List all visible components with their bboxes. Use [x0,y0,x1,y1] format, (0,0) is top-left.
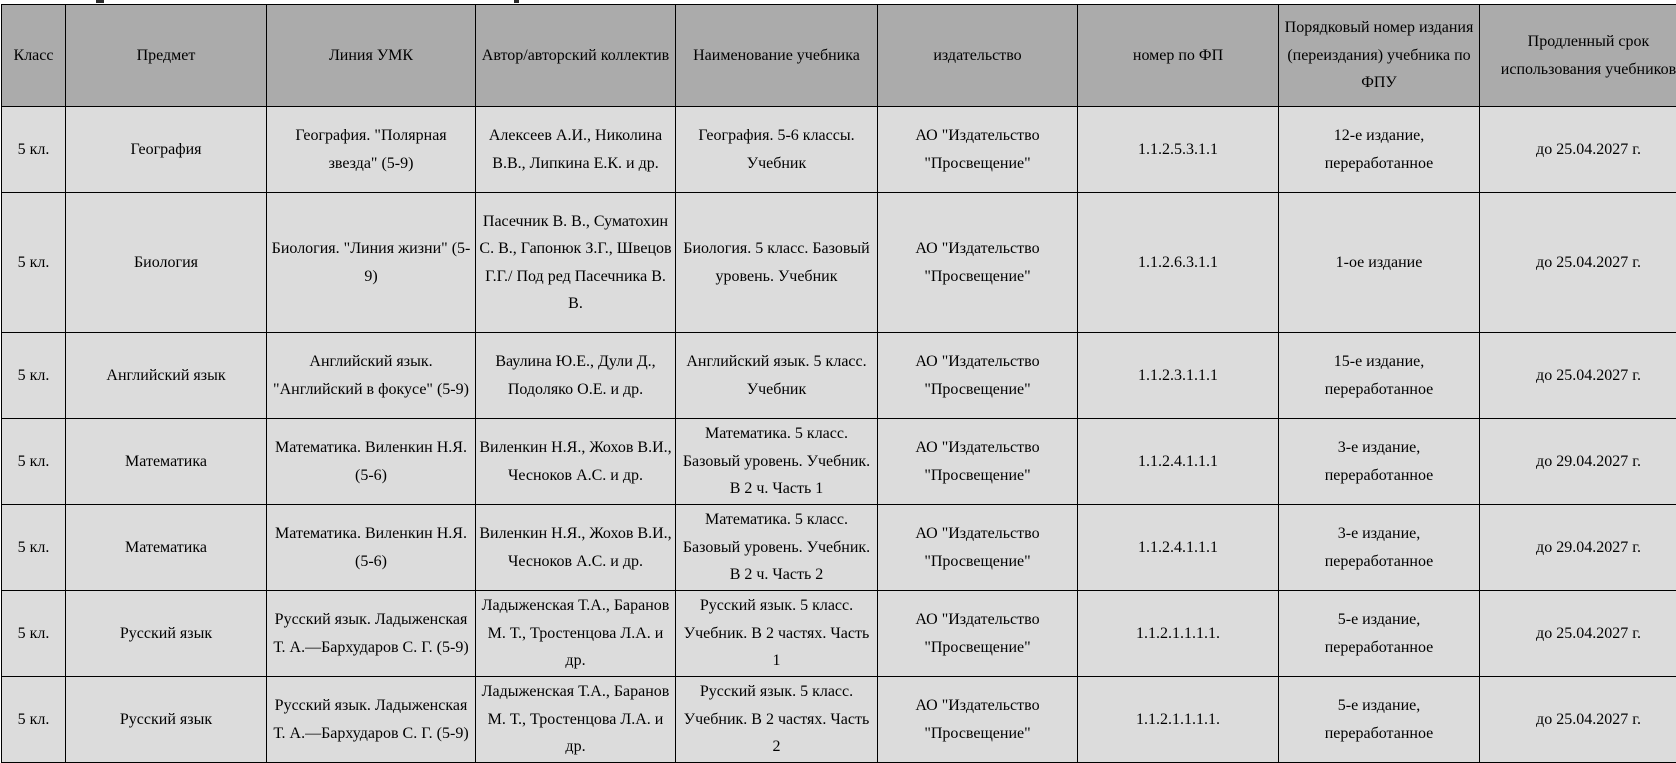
cell-fp-number: 1.1.2.1.1.1.1. [1078,677,1279,763]
cell-fp-number: 1.1.2.4.1.1.1 [1078,505,1279,591]
cell-class: 5 кл. [2,591,66,677]
cell-fp-number: 1.1.2.4.1.1.1 [1078,419,1279,505]
header-textbook-name: Наименование учебника [676,5,878,107]
table-header-row [2,5,1676,107]
cell-subject: Русский язык [66,591,267,677]
cell-subject: География [66,107,267,193]
cell-subject: Математика [66,419,267,505]
cell-extended-term: до 25.04.2027 г. [1480,677,1676,763]
text-fragment-mark [514,0,519,3]
table-row [2,419,1676,505]
cell-class: 5 кл. [2,107,66,193]
text-fragment-mark [96,0,104,3]
cell-textbook-name: Английский язык. 5 класс. Учебник [676,333,878,419]
cell-authors: Виленкин Н.Я., Жохов В.И., Чесноков А.С. и др. [476,419,676,505]
cell-fp-number: 1.1.2.6.3.1.1 [1078,193,1279,333]
cell-subject: Биология [66,193,267,333]
cell-subject: Математика [66,505,267,591]
cell-publisher: АО "Издательство "Просвещение" [878,591,1078,677]
table-row [2,677,1676,763]
header-fp-number: номер по ФП [1078,5,1279,107]
table-row [2,193,1676,333]
table-row [2,591,1676,677]
cell-textbook-name: Биология. 5 класс. Базовый уровень. Учебник [676,193,878,333]
cell-extended-term: до 25.04.2027 г. [1480,591,1676,677]
header-publisher: издательство [878,5,1078,107]
cell-edition: 5-е издание, переработанное [1279,591,1480,677]
cell-authors: Виленкин Н.Я., Жохов В.И., Чесноков А.С. и др. [476,505,676,591]
cell-textbook-name: Математика. 5 класс. Базовый уровень. Учебник. В 2 ч. Часть 2 [676,505,878,591]
cell-extended-term: до 25.04.2027 г. [1480,193,1676,333]
cell-authors: Ладыженская Т.А., Баранов М. Т., Тростенцова Л.А. и др. [476,591,676,677]
cell-publisher: АО "Издательство "Просвещение" [878,419,1078,505]
cell-edition: 3-е издание, переработанное [1279,505,1480,591]
cell-class: 5 кл. [2,193,66,333]
cell-textbook-name: Русский язык. 5 класс. Учебник. В 2 частях. Часть 1 [676,591,878,677]
cell-class: 5 кл. [2,419,66,505]
cell-class: 5 кл. [2,333,66,419]
header-umk-line: Линия УМК [267,5,476,107]
cell-fp-number: 1.1.2.3.1.1.1 [1078,333,1279,419]
cell-edition: 5-е издание, переработанное [1279,677,1480,763]
header-subject: Предмет [66,5,267,107]
cell-umk-line: Русский язык. Ладыженская Т. А.—Бархударов С. Г. (5-9) [267,591,476,677]
cell-authors: Алексеев А.И., Николина В.В., Липкина Е.К. и др. [476,107,676,193]
cell-umk-line: География. "Полярная звезда" (5-9) [267,107,476,193]
cell-extended-term: до 29.04.2027 г. [1480,419,1676,505]
cell-umk-line: Биология. "Линия жизни" (5-9) [267,193,476,333]
textbooks-table [1,4,1676,763]
header-edition-number: Порядковый номер издания (переиздания) учебника по ФПУ [1279,5,1480,107]
cell-umk-line: Русский язык. Ладыженская Т. А.—Бархударов С. Г. (5-9) [267,677,476,763]
cell-umk-line: Английский язык. "Английский в фокусе" (5-9) [267,333,476,419]
cell-umk-line: Математика. Виленкин Н.Я. (5-6) [267,505,476,591]
cell-textbook-name: Русский язык. 5 класс. Учебник. В 2 частях. Часть 2 [676,677,878,763]
cell-class: 5 кл. [2,505,66,591]
header-extended-term: Продленный срок использования учебников [1480,5,1676,107]
cell-extended-term: до 29.04.2027 г. [1480,505,1676,591]
header-authors: Автор/авторский коллектив [476,5,676,107]
table-row [2,107,1676,193]
cell-edition: 1-ое издание [1279,193,1480,333]
cell-subject: Английский язык [66,333,267,419]
cell-umk-line: Математика. Виленкин Н.Я. (5-6) [267,419,476,505]
cell-textbook-name: География. 5-6 классы. Учебник [676,107,878,193]
cell-edition: 3-е издание, переработанное [1279,419,1480,505]
table-row [2,505,1676,591]
cell-authors: Ваулина Ю.Е., Дули Д., Подоляко О.Е. и др. [476,333,676,419]
cell-publisher: АО "Издательство "Просвещение" [878,677,1078,763]
cell-authors: Ладыженская Т.А., Баранов М. Т., Тростенцова Л.А. и др. [476,677,676,763]
table-row [2,333,1676,419]
cell-subject: Русский язык [66,677,267,763]
cell-textbook-name: Математика. 5 класс. Базовый уровень. Учебник. В 2 ч. Часть 1 [676,419,878,505]
cell-publisher: АО "Издательство "Просвещение" [878,333,1078,419]
cell-authors: Пасечник В. В., Суматохин С. В., Гапонюк З.Г., Швецов Г.Г./ Под ред Пасечника В. В. [476,193,676,333]
cell-edition: 12-е издание, переработанное [1279,107,1480,193]
cell-publisher: АО "Издательство "Просвещение" [878,107,1078,193]
header-class: Класс [2,5,66,107]
cell-class: 5 кл. [2,677,66,763]
cell-extended-term: до 25.04.2027 г. [1480,107,1676,193]
cell-edition: 15-е издание, переработанное [1279,333,1480,419]
cell-fp-number: 1.1.2.5.3.1.1 [1078,107,1279,193]
cell-extended-term: до 25.04.2027 г. [1480,333,1676,419]
cell-fp-number: 1.1.2.1.1.1.1. [1078,591,1279,677]
cell-publisher: АО "Издательство "Просвещение" [878,505,1078,591]
cell-publisher: АО "Издательство "Просвещение" [878,193,1078,333]
